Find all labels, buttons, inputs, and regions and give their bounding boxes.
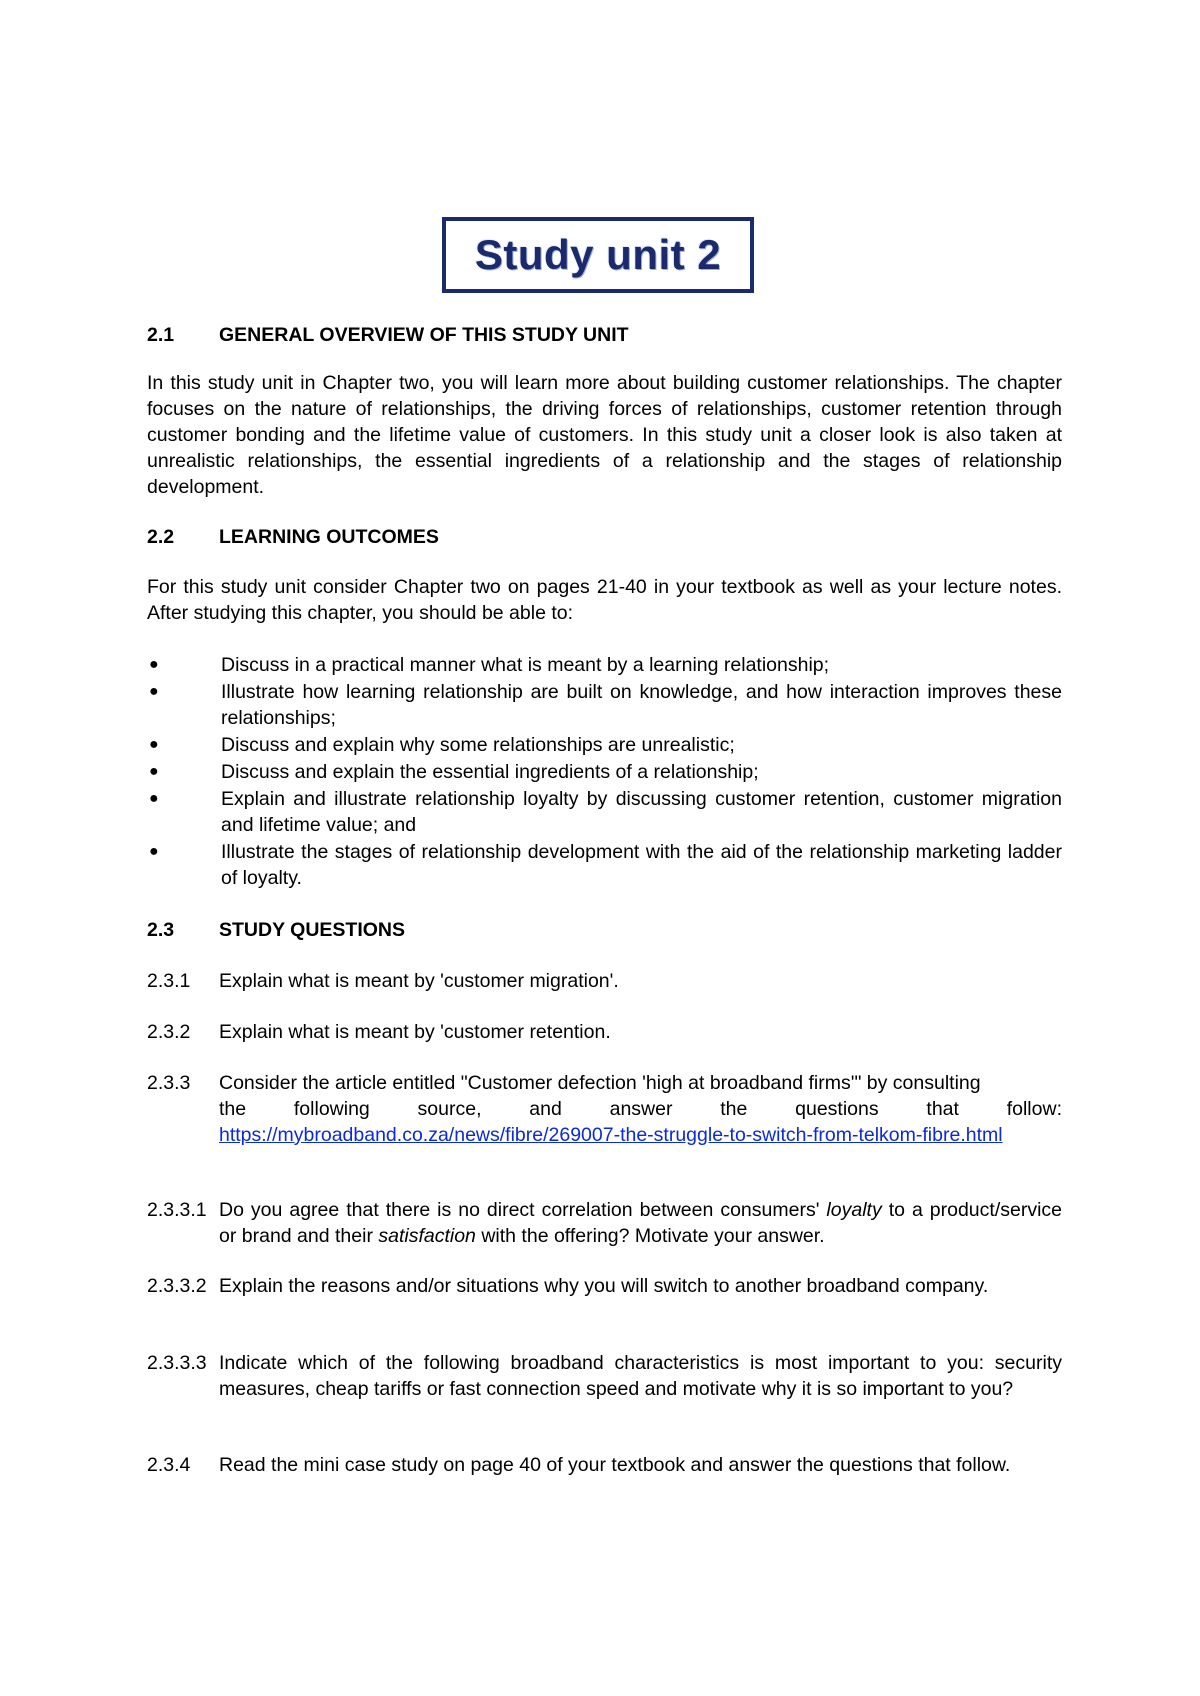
section-heading-2-1 [147, 322, 1062, 348]
question-2-3-3-2 [147, 1273, 1062, 1299]
question-line-2: the following source, and answer the questions that follow: [219, 1098, 1062, 1120]
overview-paragraph: In this study unit in Chapter two, you will learn more about building customer relationships. The chapter focuses on the nature of relationships, the driving forces of relationships, customer retention through customer bonding and the lifetime value of customers. In this study unit a closer look is also taken at unrealistic relationships, the essential ingredients of a relationship and the stages of relationship development. [147, 372, 1062, 498]
section-heading-2-3 [147, 917, 1062, 943]
section-heading-2-2 [147, 524, 1062, 550]
question-2-3-3-1 [147, 1197, 1062, 1249]
bullet-icon: ● [149, 683, 159, 700]
question-text [219, 1197, 1062, 1249]
list-item-text: Illustrate the stages of relationship development with the aid of the relationship marketing ladder of loyalty. [221, 841, 1062, 889]
question-number: 2.3.2 [147, 1021, 191, 1043]
question-text [219, 1070, 1062, 1148]
question-text-part: to a product/service or brand and their [219, 1199, 1063, 1247]
question-2-3-2 [147, 1019, 1062, 1045]
title-box [442, 217, 754, 293]
question-2-3-3-3 [147, 1350, 1062, 1402]
list-item-text: Discuss in a practical manner what is meant by a learning relationship; [221, 654, 830, 676]
outcomes-intro-paragraph: For this study unit consider Chapter two on pages 21-40 in your textbook as well as your lecture notes. After studying this chapter, you should be able to: [147, 576, 1062, 624]
question-number: 2.3.3.1 [147, 1199, 207, 1221]
list-item [147, 652, 1062, 678]
question-text-part: Do you agree that there is no direct correlation between consumers' [219, 1199, 827, 1221]
list-item-text: Illustrate how learning relationship are built on knowledge, and how interaction improves these relationships; [221, 681, 1062, 729]
bullet-icon: ● [149, 656, 159, 673]
bullet-icon: ● [149, 843, 159, 860]
question-text-part: with the offering? Motivate your answer. [475, 1225, 825, 1247]
section-title: GENERAL OVERVIEW OF THIS STUDY UNIT [219, 324, 629, 346]
question-line-1: Consider the article entitled "Customer defection 'high at broadband firms'" by consulting [219, 1072, 981, 1094]
section-number: 2.1 [147, 324, 175, 346]
question-text: Read the mini case study on page 40 of your textbook and answer the questions that follow. [219, 1454, 1011, 1476]
list-item [147, 732, 1062, 758]
list-item [147, 759, 1062, 785]
list-item [147, 839, 1062, 891]
question-number: 2.3.1 [147, 970, 191, 992]
emphasis-satisfaction: satisfaction [378, 1225, 476, 1247]
emphasis-loyalty: loyalty [826, 1199, 882, 1221]
question-number: 2.3.3.3 [147, 1352, 207, 1374]
question-text: Explain what is meant by 'customer migration'. [219, 970, 619, 992]
section-title: LEARNING OUTCOMES [219, 526, 439, 548]
list-item-text: Discuss and explain the essential ingredients of a relationship; [221, 761, 759, 783]
list-item-text: Explain and illustrate relationship loyalty by discussing customer retention, customer migration and lifetime value; and [221, 788, 1062, 836]
question-2-3-3 [147, 1070, 1062, 1148]
bullet-icon: ● [149, 790, 159, 807]
bullet-icon: ● [149, 763, 159, 780]
page-title: Study unit 2 [474, 231, 722, 278]
question-2-3-4 [147, 1452, 1062, 1478]
section-number: 2.3 [147, 919, 175, 941]
section-number: 2.2 [147, 526, 175, 548]
question-2-3-1 [147, 968, 1062, 994]
question-text: Explain what is meant by 'customer retention. [219, 1021, 611, 1043]
list-item [147, 786, 1062, 838]
article-link[interactable]: https://mybroadband.co.za/news/fibre/269007-the-struggle-to-switch-from-telkom-fibre.html [219, 1124, 1003, 1146]
question-text: Indicate which of the following broadband characteristics is most important to you: security measures, cheap tariffs or fast connection speed and motivate why it is so important to you? [219, 1352, 1062, 1400]
question-number: 2.3.3 [147, 1072, 191, 1094]
list-item [147, 679, 1062, 731]
outcomes-list [147, 652, 1062, 892]
list-item-text: Discuss and explain why some relationships are unrealistic; [221, 734, 735, 756]
section-title: STUDY QUESTIONS [219, 919, 406, 941]
question-number: 2.3.3.2 [147, 1275, 207, 1297]
question-number: 2.3.4 [147, 1454, 191, 1476]
question-text: Explain the reasons and/or situations why you will switch to another broadband company. [219, 1275, 989, 1297]
bullet-icon: ● [149, 736, 159, 753]
